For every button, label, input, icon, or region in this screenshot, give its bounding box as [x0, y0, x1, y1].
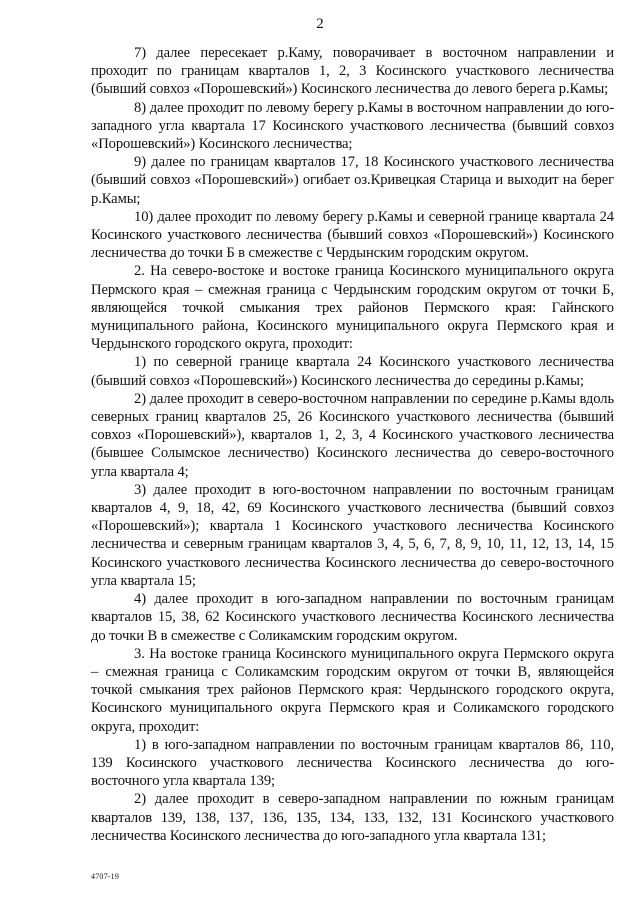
- page-number: 2: [316, 16, 324, 32]
- paragraph: 2) далее проходит в северо-западном направлении по южным границам кварталов 139, 138, 137, 136, 135, 134, 133, 132, 131 Косинского участкового лесничества Косинского лесничества до юго-западного угла квартала 131;: [91, 791, 614, 844]
- paragraph: 4) далее проходит в юго-западном направлении по восточным границам кварталов 15, 38, 62 Косинского участкового лесничества Косинского лесничества до точки В в смежестве с Соликамским городским округом.: [91, 591, 614, 644]
- paragraph: 3. На востоке граница Косинского муниципального округа Пермского округа – смежная граница с Соликамским городским округом от точки В, являющейся точкой смыкания трех районов Пермского края: Чердынского городского округа, Косинского муниципального округа Пермского края и Соликамского городского округа, проходит:: [91, 645, 614, 735]
- paragraph: 2) далее проходит в северо-восточном направлении по середине р.Камы вдоль северных границ кварталов 25, 26 Косинского участкового лесничества (бывший совхоз «Порошевский»), кварталов 1, 2, 3, 4 Косинского участкового лесничества (бывшее Солымское лесничество) Косинского лесничества до северо-восточного угла квартала 4;: [91, 390, 614, 480]
- paragraph: 9) далее по границам кварталов 17, 18 Косинского участкового лесничества (бывший совхоз «Порошевский») огибает оз.Кривецкая Старица и выходит на берег р.Камы;: [91, 154, 614, 207]
- paragraph: 1) по северной границе квартала 24 Косинского участкового лесничества (бывший совхоз «Порошевский») Косинского лесничества до середины р.Камы;: [91, 354, 614, 389]
- paragraph: 8) далее проходит по левому берегу р.Камы в восточном направлении до юго-западного угла квартала 17 Косинского участкового лесничества (бывший совхоз «Порошевский») Косинского лесничества;: [91, 99, 614, 153]
- paragraph: 1) в юго-западном направлении по восточным границам кварталов 86, 110, 139 Косинского участкового лесничества Косинского лесничества до юго-восточного угла квартала 139;: [91, 736, 614, 790]
- paragraph: 3) далее проходит в юго-восточном направлении по восточным границам кварталов 4, 9, 18, 42, 69 Косинского участкового лесничества (бывший совхоз «Порошевский»); квартала 1 Косинского участкового лесничества Косинского лесничества и северным границам кварталов 3, 4, 5, 6, 7, 8, 9, 10, 11, 12, 13, 14, 15 Косинского участкового лесничества Косинского лесничества до северо-восточного угла квартала 15;: [91, 481, 614, 589]
- paragraph: 2. На северо-востоке и востоке граница Косинского муниципального округа Пермского края – смежная граница с Чердынским городским округом от точки Б, являющейся точкой смыкания трех районов Пермского края: Гайнского муниципального района, Косинского муниципального округа Пермского края и Чердынского городского округа, проходит:: [91, 263, 614, 353]
- paragraph: 7) далее пересекает р.Каму, поворачивает в восточном направлении и проходит по границам кварталов 1, 2, 3 Косинского участкового лесничества (бывший совхоз «Порошевский») Косинского лесничества до левого берега р.Камы;: [91, 45, 614, 98]
- document-body: [91, 44, 614, 845]
- paragraph: 10) далее проходит по левому берегу р.Камы и северной границе квартала 24 Косинского участкового лесничества (бывший совхоз «Порошевский») Косинского лесничества до точки Б в смежестве с Чердынским городским округом.: [91, 208, 614, 262]
- footer-document-code: 4707-19: [91, 872, 120, 881]
